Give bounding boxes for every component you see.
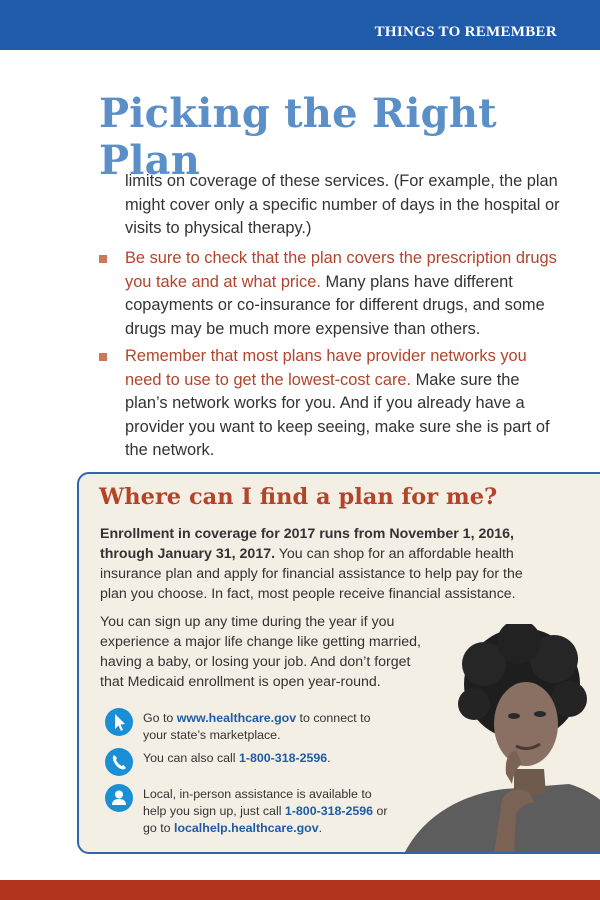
contact-post-end: . <box>318 821 323 835</box>
bullet-body: Make sure the plan’s network works for you. And if you already have a provider you want to keep seeing, make sure she is part of the network. <box>125 370 550 459</box>
healthcare-gov-link[interactable]: www.healthcare.gov <box>176 711 297 725</box>
callout-heading: Where can I find a plan for me? <box>99 484 498 510</box>
cursor-icon <box>105 708 133 736</box>
contact-text <box>143 750 393 767</box>
bullet-text <box>125 247 565 341</box>
contact-post: or go to <box>143 804 388 835</box>
section-tag: THINGS TO REMEMBER <box>374 24 557 40</box>
localhelp-link[interactable]: localhelp.healthcare.gov <box>174 821 319 835</box>
life-change-paragraph: You can sign up any time during the year if you experience a major life change like getting married, having a baby, or losing your job. And don’t forget that Medicaid enrollment is open year-round. <box>100 614 421 690</box>
phone-number-link[interactable]: 1-800-318-2596 <box>284 804 374 818</box>
phone-icon <box>105 748 133 776</box>
bullet-body: Many plans have different copayments or co-insurance for different drugs, and some drugs may be much more expensive than others. <box>125 272 545 338</box>
contact-text <box>143 786 393 837</box>
enrollment-dates: Enrollment in coverage for 2017 runs from November 1, 2016, through January 31, 2017. <box>100 526 514 562</box>
contact-post: to connect to your state’s marketplace. <box>143 711 371 742</box>
top-banner <box>0 0 600 50</box>
enrollment-details: You can shop for an affordable health insurance plan and apply for financial assistance to help pay for the plan you choose. In fact, most people receive financial assistance. <box>100 546 523 602</box>
woman-thinking-photo <box>394 624 600 854</box>
contact-pre: You can also call <box>143 751 239 765</box>
intro-continuation-paragraph: limits on coverage of these services. (For example, the plan might cover only a specific number of days in the hospital or visits to physical therapy.) <box>125 172 560 237</box>
contact-text <box>143 710 393 744</box>
enrollment-paragraph <box>100 524 530 604</box>
contact-pre: Go to <box>143 711 177 725</box>
bullet-highlight: Be sure to check that the plan covers the prescription drugs you take and at what price. <box>125 249 557 291</box>
bullet-highlight: Remember that most plans have provider networks you need to use to get the lowest-cost care. <box>125 347 527 389</box>
page-title: Picking the Right Plan <box>99 90 497 184</box>
bullet-square-icon <box>99 255 107 263</box>
person-icon <box>105 784 133 812</box>
contact-pre: Local, in-person assistance is available to help you sign up, just call <box>143 787 372 818</box>
phone-number-link[interactable]: 1-800-318-2596 <box>238 751 328 765</box>
bullet-text <box>125 345 565 463</box>
contact-post: . <box>327 751 331 765</box>
bottom-banner <box>0 880 600 900</box>
callout-box <box>77 472 600 854</box>
bullet-square-icon <box>99 353 107 361</box>
